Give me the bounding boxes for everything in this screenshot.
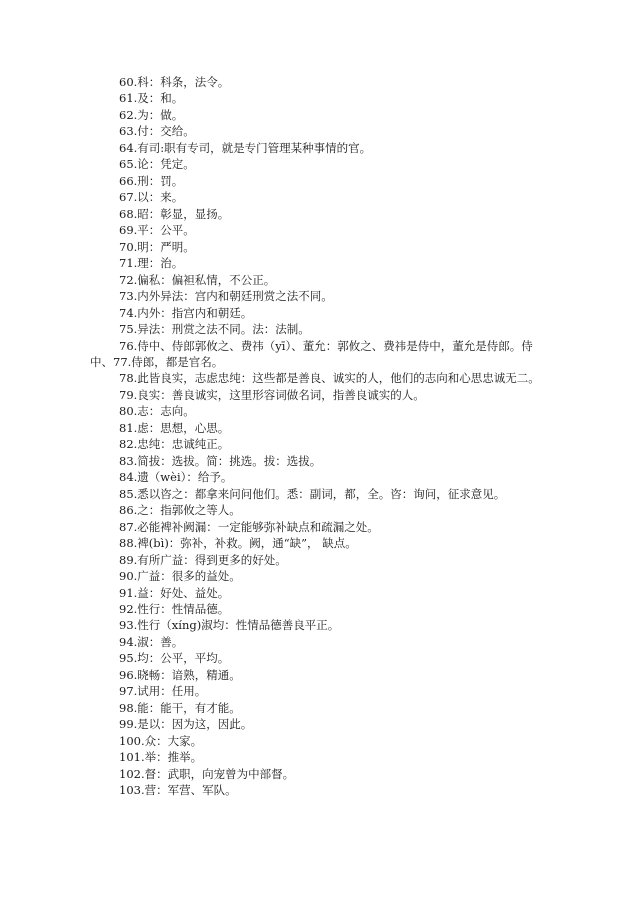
annotation-line: 70.明：严明。: [119, 239, 195, 254]
annotation-line: 93.性行（xíng)淑均：性情品德善良平正。: [119, 618, 340, 633]
annotation-line: 78.此皆良实，志虑忠纯：这些都是善良、诚实的人，他们的志向和心思忠诚无二。: [119, 371, 540, 386]
annotation-line: 86.之：指郭攸之等人。: [119, 503, 241, 518]
annotation-line: 91.益：好处、益处。: [119, 585, 230, 600]
annotation-line: 94.淑：善。: [119, 634, 184, 649]
annotation-line: 75.异法：刑赏之法不同。法：法制。: [119, 322, 310, 337]
annotation-line: 89.有所广益：得到更多的好处。: [119, 552, 287, 567]
annotation-line: 95.均：公平，平均。: [119, 651, 230, 666]
annotation-line: 72.偏私：偏袒私情，不公正。: [119, 272, 276, 287]
annotation-line: 79.良实：善良诚实，这里形容词做名词，指善良诚实的人。: [119, 387, 425, 402]
annotation-line: 69.平：公平。: [119, 223, 195, 238]
annotation-line: 60.科：科条，法令。: [119, 75, 230, 89]
annotation-line: 99.是以：因为这，因此。: [119, 717, 253, 732]
annotation-line: 84.遗（wèi）：给予。: [119, 470, 233, 485]
annotation-line: 97.试用：任用。: [119, 684, 207, 699]
annotation-line: 68.昭：彰显，显扬。: [119, 206, 230, 221]
annotation-line: 88.裨(bì)：弥补，补救。阙，通“缺”， 缺点。: [119, 536, 357, 551]
annotation-line: 92.性行：性情品德。: [119, 602, 230, 616]
annotation-line: 74.内外：指宫内和朝廷。: [119, 305, 253, 320]
annotation-line: 87.必能裨补阙漏：一定能够弥补缺点和疏漏之处。: [119, 519, 379, 534]
annotation-list: [90, 74, 559, 799]
annotation-line: 82.忠纯：忠诚纯正。: [119, 437, 230, 452]
annotation-line: 80.志：志向。: [119, 404, 195, 419]
annotation-line: 73.内外异法：宫内和朝廷刑赏之法不同。: [119, 289, 333, 304]
annotation-line: 96.晓畅：谙熟，精通。: [119, 667, 241, 682]
annotation-line: 98.能：能干，有才能。: [119, 700, 241, 715]
annotation-line: 102.督：武职，向宠曾为中部督。: [119, 766, 295, 781]
annotation-line: 65.论：凭定。: [119, 157, 195, 172]
annotation-line: 66.刑：罚。: [119, 173, 184, 188]
annotation-line: 64.有司:职有专司，就是专门管理某种事情的官。: [119, 140, 372, 155]
annotation-line: 76.侍中、侍郎郭攸之、费祎（yī）、董允：郭攸之、费祎是侍中，董允是侍郎。侍: [119, 338, 533, 353]
annotation-line: 83.简拔：选拔。简：挑选。拔：选拔。: [119, 453, 322, 468]
annotation-line: 101.举：推举。: [119, 750, 203, 765]
annotation-line: 103.营：军营、军队。: [119, 783, 237, 798]
annotation-line: 81.虑：思想，心思。: [119, 420, 230, 435]
annotation-line: 100.众：大家。: [119, 733, 203, 748]
annotation-line: 中、77.侍郎，都是官名。: [90, 354, 224, 369]
annotation-line: 85.悉以咨之：都拿来问问他们。悉：副词，都，全。咨：询问，征求意见。: [119, 486, 506, 501]
annotation-line: 61.及：和。: [119, 91, 184, 106]
annotation-line: 67.以：来。: [119, 190, 184, 205]
annotation-line: 90.广益：很多的益处。: [119, 569, 241, 584]
annotation-line: 71.理：治。: [119, 256, 184, 271]
annotation-line: 63.付：交给。: [119, 124, 195, 139]
annotation-line: 62.为：做。: [119, 107, 184, 122]
